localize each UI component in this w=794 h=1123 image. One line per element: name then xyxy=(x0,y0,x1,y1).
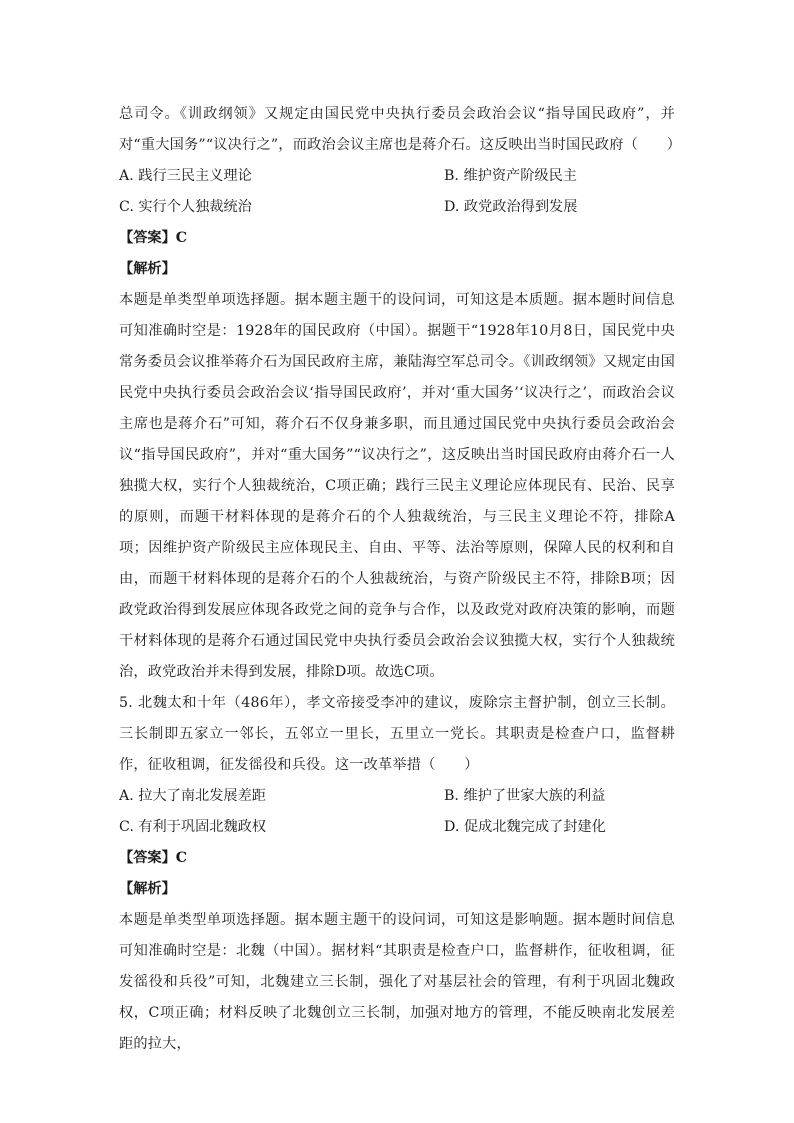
question-5-analysis: 本题是单类型单项选择题。据本题主题干的设问词，可知这是影响题。据本题时间信息可知准确时空是：北魏（中国）。据材料“其职责是检查户口，监督耕作，征收租调，征发徭役和兵役”可知，北魏建立三长制，强化了对基层社会的管理，有利于巩固北魏政权，C项正确；材料反映了北魏创立三长制，加强对地方的管理，不能反映南北发展差距的拉大， xyxy=(119,912,675,1052)
question-5-option-c: C. 有利于巩固北魏政权 xyxy=(119,819,267,835)
question-4-option-a: A. 践行三民主义理论 xyxy=(119,168,252,184)
question-4-analysis-label: 【解析】 xyxy=(119,261,176,277)
question-5-options xyxy=(119,781,675,843)
answer-label: 【答案】 xyxy=(119,230,176,246)
question-4-answer xyxy=(119,223,675,254)
question-5-option-b: B. 维护了世家大族的利益 xyxy=(444,788,606,804)
question-4-analysis: 本题是单类型单项选择题。据本题主题干的设问词，可知这是本质题。据本题时间信息可知准确时空是：1928年的国民政府（中国）。据题干“1928年10月8日，国民党中央常务委员会议推举蒋介石为国民政府主席，兼陆海空军总司令。《训政纲领》又规定由国民党中央执行委员会政治会议‘指导国民政府’，并对‘重大国务’‘议决行之’，而政治会议主席也是蒋介石”可知，蒋介石不仅身兼多职，而且通过国民党中央执行委员会政治会议“指导国民政府”，并对“重大国务”“议决行之”，这反映出当时国民政府由蒋介石一人独揽大权，实行个人独裁统治，C项正确；践行三民主义理论应体现民有、民治、民享的原则，而题干材料体现的是蒋介石的个人独裁统治，与三民主义理论不符，排除A项；因维护资产阶级民主应体现民主、自由、平等、法治等原则，保障人民的权利和自由，而题干材料体现的是蒋介石的个人独裁统治，与资产阶级民主不符，排除B项；因政党政治得到发展应体现各政党之间的竞争与合作，以及政党对政府决策的影响，而题干材料体现的是蒋介石通过国民党中央执行委员会政治会议独揽大权，实行个人独裁统治，政党政治并未得到发展，排除D项。故选C项。 xyxy=(119,292,675,680)
question-5-option-a: A. 拉大了南北发展差距 xyxy=(119,788,266,804)
document-content xyxy=(119,99,682,1060)
question-4-option-b: B. 维护资产阶级民主 xyxy=(444,168,577,184)
question-5-analysis-label: 【解析】 xyxy=(119,881,176,897)
question-4-options xyxy=(119,161,675,223)
answer-value: C xyxy=(175,230,188,246)
question-4-option-c: C. 实行个人独裁统治 xyxy=(119,199,252,215)
question-5-stem: 5. 北魏太和十年（486年），孝文帝接受李冲的建议，废除宗主督护制，创立三长制。三长制即五家立一邻长，五邻立一里长，五里立一党长。其职责是检查户口，监督耕作，征收租调，征发徭役和兵役。这一改革举措（ ） xyxy=(119,695,675,773)
answer-value: C xyxy=(175,850,188,866)
question-5-option-d: D. 促成北魏完成了封建化 xyxy=(444,819,606,835)
question-4-option-d: D. 政党政治得到发展 xyxy=(444,199,578,215)
answer-label: 【答案】 xyxy=(119,850,176,866)
question-5-answer xyxy=(119,843,675,874)
question-4-stem: 总司令。《训政纲领》又规定由国民党中央执行委员会政治会议“指导国民政府”，并对“重大国务”“议决行之”，而政治会议主席也是蒋介石。这反映出当时国民政府（ ） xyxy=(119,106,682,153)
